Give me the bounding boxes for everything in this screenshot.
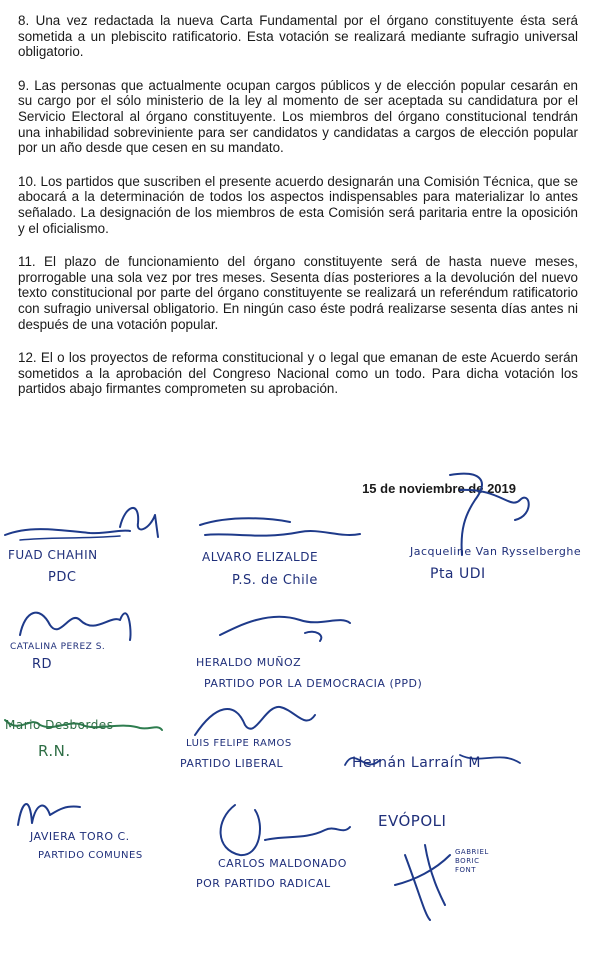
signature-name: GABRIEL BORIC FONT (455, 848, 489, 874)
signature-maldonado-scribble (205, 795, 365, 865)
signature-party: P.S. de Chile (232, 573, 318, 588)
clauses-section (18, 13, 578, 415)
document-date: 15 de noviembre de 2019 (362, 481, 516, 496)
signature-party: RD (32, 657, 53, 672)
clause-number: 8. (18, 13, 30, 28)
clause-number: 11. (18, 254, 36, 270)
clause-11 (18, 254, 578, 332)
signature-name: CARLOS MALDONADO (218, 857, 347, 870)
signature-name: HERALDO MUÑOZ (196, 656, 302, 669)
signature-party: PARTIDO LIBERAL (180, 757, 284, 770)
signature-munoz (210, 605, 360, 660)
signature-name: Jacqueline Van Rysselberghe (410, 545, 582, 558)
signature-toro-scribble (10, 785, 100, 835)
signature-party: PARTIDO POR LA DEMOCRACIA (PPD) (204, 677, 423, 690)
signature-party: PARTIDO COMUNES (38, 850, 143, 861)
signature-party: Pta UDI (430, 566, 486, 582)
clause-8 (18, 13, 578, 60)
signature-name: LUIS FELIPE RAMOS (186, 738, 292, 749)
clause-number: 12. (18, 350, 37, 366)
signature-munoz-scribble (210, 605, 360, 655)
clause-9 (18, 78, 578, 156)
clause-number: 9. (18, 77, 30, 93)
signature-party: PDC (48, 570, 77, 585)
signature-name: JAVIERA TORO C. (30, 830, 130, 843)
clause-10 (18, 174, 578, 236)
signature-perez-scribble (10, 590, 140, 650)
clause-12 (18, 350, 578, 397)
signature-name: Mario Desbordes (5, 718, 114, 732)
signature-name: CATALINA PEREZ S. (10, 642, 106, 652)
clause-number: 10. (18, 173, 37, 189)
clause-text: Una vez redactada la nueva Carta Fundamental por el órgano constituyente ésta será sometida a un plebiscito ratificatorio. Esta votación se realizará mediante sufragio universal obligatorio. (18, 13, 578, 60)
signature-chahin-scribble (0, 495, 170, 555)
clause-text: Los partidos que suscriben el presente acuerdo designarán una Comisión Técnica, que se abocará a la determinación de todos los aspectos indispensables para materializar lo antes señalado. La designación de los miembros de esta Comisión será paritaria entre la oposición y el oficialismo. (18, 173, 578, 236)
clause-text: El o los proyectos de reforma constitucional y o legal que emanan de este Acuerdo serán sometidos a la aprobación del Congreso Nacional como un todo. Para dicha votación los partidos abajo firmantes comprometen su aprobación. (18, 350, 578, 397)
signature-party: POR PARTIDO RADICAL (196, 877, 331, 890)
signature-evopoli: EVÓPOLI (378, 812, 447, 830)
signature-name: Hernán Larraín M (352, 755, 481, 771)
signature-name: FUAD CHAHIN (8, 548, 98, 562)
clause-text: El plazo de funcionamiento del órgano constituyente será de hasta nueve meses, prorrogable una sola vez por tres meses. Sesenta días posteriores a la devolución del nuevo texto constitucional por parte del órgano constituyente se realizará un referéndum ratificatorio con sufragio universal obligatorio. En ningún caso éste podrá realizarse sesenta días antes ni después de una votación popular. (18, 254, 578, 332)
clause-text: Las personas que actualmente ocupan cargos públicos y de elección popular cesarán en su cargo por el sólo ministerio de la ley al momento de ser aceptada su candidatura por el Servicio Electoral al órgano constituyente. Los miembros del órgano constitucional tendrán una inhabilidad sobreviniente para ser candidatos y candidatas a cargos de elección popular por un año desde que cesen en su mandato. (18, 77, 578, 156)
signature-name: ALVARO ELIZALDE (202, 550, 319, 564)
signature-party: R.N. (38, 742, 71, 760)
